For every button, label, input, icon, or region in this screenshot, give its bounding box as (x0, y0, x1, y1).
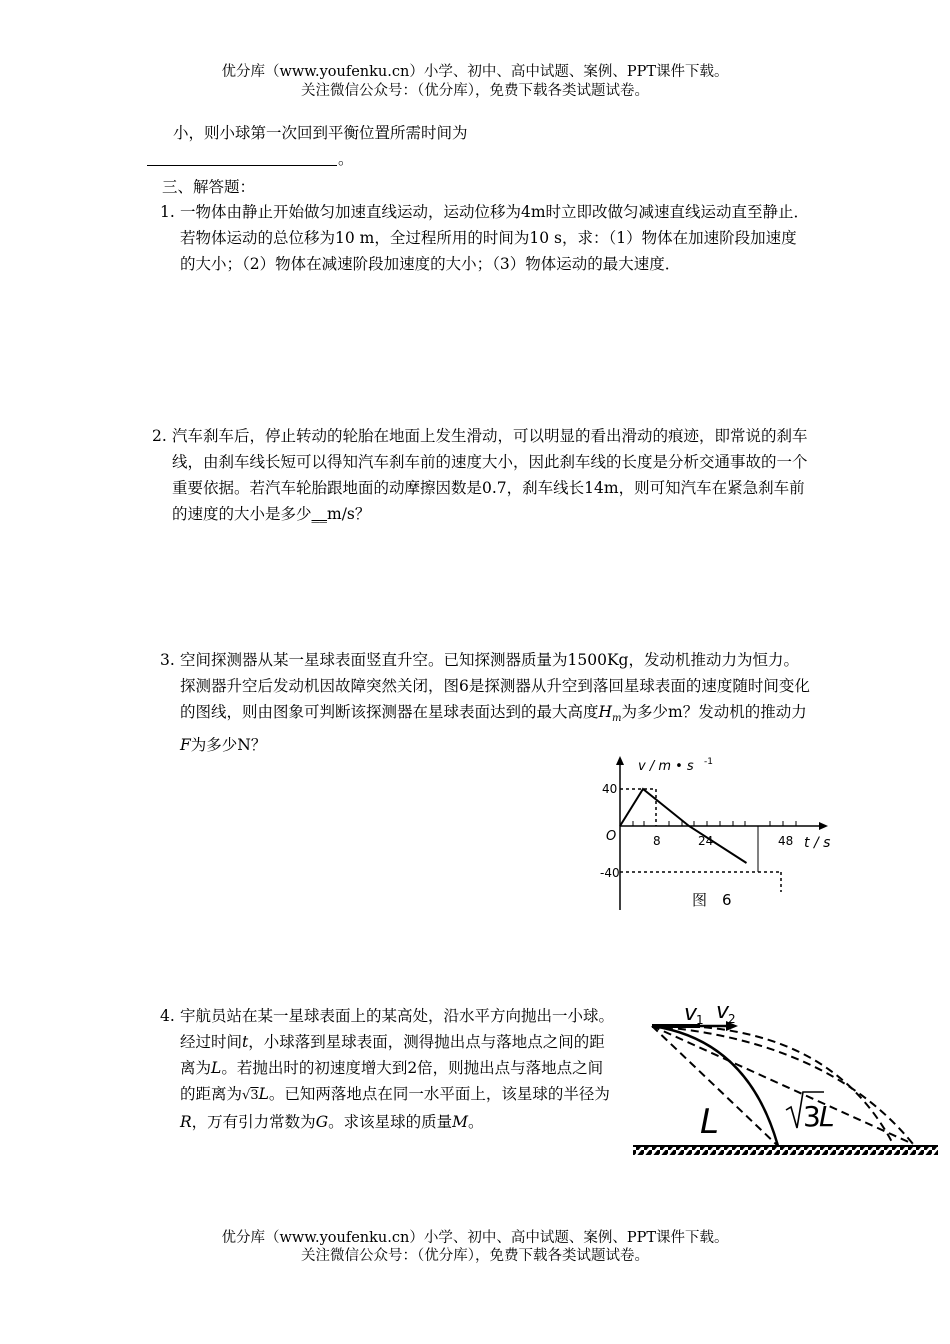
header-line-1: 优分库（www.youfenku.cn）小学、初中、高中试题、案例、PPT课件下载。 (221, 64, 729, 80)
label-sqrt3l-num: 3 (803, 1100, 821, 1133)
y-axis-label: v / m • s (638, 759, 694, 774)
question-2-text-a: 汽车刹车后，停止转动的轮胎在地面上发生滑动，可以明显的看出滑动的痕迹，即常说的刹车线，由刹车线长短可以得知汽车刹车前的速度大小，因此刹车线的长度是分析交通事故的一个重要依据。若汽车轮胎跟地面的动摩擦因数是0.7，刹车线长14m，则可知汽车在紧急刹车前的速度的大小是多少 (172, 427, 808, 523)
x-axis-label: t / s (804, 835, 831, 851)
question-3-var-h-sub: m (612, 713, 622, 725)
y-axis-arrow (616, 756, 624, 765)
figure-caption: 图 6 (692, 891, 732, 909)
x-axis-arrow (819, 822, 828, 830)
continuation-line-2-end: 。 (338, 150, 354, 168)
x-tick-24: 24 (698, 834, 714, 848)
question-4-text-a: 宇航员站在某一星球表面上的某高处，沿水平方向抛出一小球。经过时间 (180, 1007, 615, 1051)
projectile-figure (628, 990, 940, 1160)
question-4 (160, 1003, 618, 1135)
continuation-line-1: 小，则小球第一次回到平衡位置所需时间为 (173, 124, 468, 142)
section-title: 三、解答题： (162, 178, 256, 196)
question-1 (160, 199, 810, 277)
question-3 (160, 647, 810, 758)
question-4-text-b: ，小球落到星球表面，测得抛出点与落地点之间的距离为 (180, 1033, 605, 1077)
y-axis-label-exp: -1 (704, 757, 713, 767)
question-4-text-c: 。若抛出时的初速度增大到2倍，则抛出点与落地点之间的距离为 (180, 1059, 604, 1103)
v1-label: v (684, 1001, 698, 1026)
question-3-text-a: 空间探测器从某一星球表面竖直升空。已知探测器质量为1500Kg，发动机推动力为恒力。探测器升空后发动机因故障突然关闭，图6是探测器从升空到落回星球表面的速度随时间变化的图线，则由图象可判断该探测器在星球表面达到的最大高度 (180, 651, 810, 721)
y-tick-neg40: -40 (600, 866, 620, 880)
question-4-text-f: 。求该星球的质量 (328, 1113, 453, 1131)
x-tick-48: 48 (778, 834, 794, 848)
v1-sub: 1 (696, 1013, 704, 1027)
question-3-text (180, 647, 810, 758)
question-4-text-e: ，万有引力常数为 (191, 1113, 316, 1131)
x-tick-8: 8 (653, 834, 661, 848)
question-2-text-b: m/s？ (327, 505, 371, 523)
question-4-text-d: 。已知两落地点在同一水平面上，该星球的半径为 (268, 1085, 610, 1103)
question-3-number: 3. (160, 651, 175, 669)
question-4-var-m: M (452, 1113, 468, 1131)
question-4-var-l: L (211, 1059, 222, 1077)
v2-sub: 2 (728, 1012, 736, 1026)
question-2-text (172, 423, 810, 527)
footer-line-1: 优分库（www.youfenku.cn）小学、初中、高中试题、案例、PPT课件下载。 (221, 1230, 729, 1246)
question-3-text-c: 为多少N？ (190, 736, 267, 755)
question-1-text: 一物体由静止开始做匀加速直线运动，运动位移为4m时立即改做匀减速直线运动直至静止．若物体运动的总位移为10 m，全过程所用的时间为10 s，求：（1）物体在加速阶段加速度的大小；（2）物体在减速阶段加速度的大小；（3）物体运动的最大速度． (180, 203, 810, 273)
question-2-number: 2. (152, 427, 167, 445)
answer-blank (147, 165, 337, 166)
footer-line-2: 关注微信公众号：（优分库），免费下载各类试题试卷。 (301, 1248, 649, 1264)
question-4-text-g: 。 (467, 1113, 484, 1131)
question-3-var-f: F (180, 736, 191, 755)
question-4-var-l2: L (258, 1085, 269, 1103)
ground-hatch (633, 1146, 938, 1155)
figure-6-chart (600, 752, 850, 920)
origin-label: O (606, 829, 617, 844)
question-2 (152, 423, 810, 527)
question-2-blank: __ (311, 505, 328, 523)
question-4-var-g: G (315, 1113, 329, 1131)
label-sqrt3l-l: L (819, 1100, 835, 1133)
v2-label: v (716, 999, 730, 1024)
question-3-text-b: 为多少m？发动机的推动力 (621, 703, 807, 721)
question-4-sqrt3: 3 (250, 1088, 259, 1103)
question-4-number: 4. (160, 1007, 175, 1025)
question-4-text: 宇航员站在某一星球表面上的某高处，沿水平方向抛出一小球。经过时间t，小球落到星球表面，测得抛出点与落地点之间的距离为L。若抛出时的初速度增大到2倍，则抛出点与落地点之间的距离为√3L。已知两落地点在同一水平面上，该星球的半径为R，万有引力常数为G。求该星球的质量M。 (180, 1007, 615, 1131)
label-l: L (700, 1102, 719, 1142)
question-3-var-h: H (598, 703, 613, 721)
question-1-number: 1. (160, 203, 175, 221)
y-tick-40: 40 (602, 782, 618, 796)
question-4-var-r: R (180, 1113, 192, 1131)
header-line-2: 关注微信公众号：（优分库），免费下载各类试题试卷。 (301, 83, 649, 99)
question-4-var-t: t (242, 1033, 249, 1051)
